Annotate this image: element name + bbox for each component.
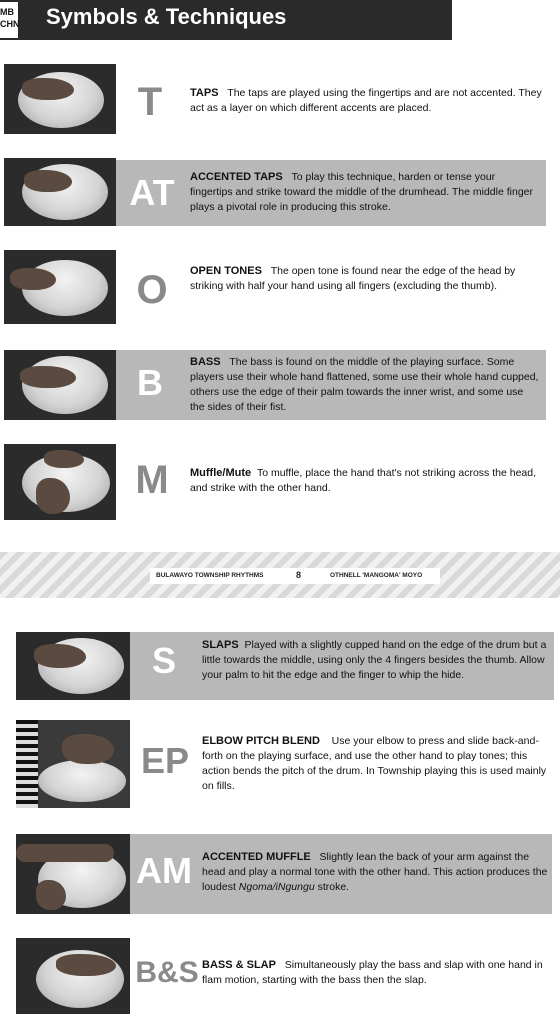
muffle-photo — [4, 444, 116, 520]
slaps-photo — [16, 632, 130, 700]
bass-slap-name: BASS & SLAP — [202, 959, 276, 971]
elbow-pitch-text: Use your elbow to press and slide back-and-forth on the playing surface, and use the other hand to play tones; this action bends the pitch of the drum. In Township playing this is used mainly on fills. — [202, 735, 547, 792]
page-header — [0, 0, 452, 40]
elbow-pitch-description — [202, 734, 550, 794]
page-title: Symbols & Techniques — [46, 4, 287, 29]
bass-name: BASS — [190, 356, 221, 368]
slaps-symbol: S — [151, 640, 176, 681]
footer-book-title: BULAWAYO TOWNSHIP RHYTHMS — [156, 572, 264, 579]
open-tones-photo — [4, 250, 116, 324]
accented-muffle-photo — [16, 834, 130, 914]
accented-muffle-symbol: AM — [136, 850, 192, 891]
page-number: 8 — [296, 570, 302, 580]
slaps-name: SLAPS — [202, 639, 239, 651]
elbow-pitch-name: ELBOW PITCH BLEND — [202, 735, 320, 747]
bass-slap-symbol: B&S — [135, 956, 199, 989]
accented-muffle-text: Slightly lean the back of your arm against the head and play a normal tone with the other hand. This action produces the loudest — [202, 851, 548, 893]
accented-taps-photo — [4, 158, 116, 226]
accented-muffle-emphasis: Ngoma/iNgungu — [238, 881, 315, 893]
logo-line-2: CHN — [0, 19, 20, 29]
muffle-description — [190, 466, 540, 496]
slaps-description — [202, 638, 550, 683]
accented-taps-text: To play this technique, harden or tense your fingertips and strike toward the middle of the drumhead. The middle finger plays a pivotal role in producing this stroke. — [190, 171, 533, 213]
bass-symbol: B — [137, 362, 163, 403]
muffle-text: To muffle, place the hand that's not striking across the head, and strike with the other hand. — [190, 467, 537, 494]
accented-muffle-description — [202, 850, 550, 895]
muffle-symbol: M — [135, 458, 169, 502]
muffle-name: Muffle/Mute — [190, 467, 252, 479]
accented-taps-description — [190, 170, 540, 215]
footer-bar — [150, 568, 440, 584]
open-tones-description — [190, 264, 540, 294]
logo-line-1: MB — [0, 7, 14, 17]
bass-description — [190, 355, 540, 415]
elbow-pitch-photo — [16, 720, 130, 808]
taps-photo — [4, 64, 116, 134]
footer-author: OTHNELL 'MANGOMA' MOYO — [330, 572, 423, 579]
taps-text: The taps are played using the fingertips and are not accented. They act as a layer on which different accents are placed. — [190, 87, 542, 114]
logo — [0, 2, 18, 38]
elbow-pitch-symbol: EP — [140, 740, 190, 781]
accented-taps-name: ACCENTED TAPS — [190, 171, 283, 183]
taps-symbol: T — [137, 80, 163, 124]
bass-slap-description — [202, 958, 550, 988]
taps-name: TAPS — [190, 87, 219, 99]
bass-slap-photo — [16, 938, 130, 1014]
accented-muffle-text-end: stroke. — [314, 881, 350, 893]
open-tones-symbol: O — [136, 268, 168, 312]
bass-slap-text: Simultaneously play the bass and slap with one hand in flam motion, starting with the bass then the slap. — [202, 959, 543, 986]
accented-taps-symbol: AT — [129, 172, 175, 213]
accented-muffle-name: ACCENTED MUFFLE — [202, 851, 311, 863]
open-tones-text: The open tone is found near the edge of the head by striking with half your hand using all fingers (excluding the thumb). — [190, 265, 516, 292]
open-tones-name: OPEN TONES — [190, 265, 262, 277]
taps-description — [190, 86, 546, 116]
bass-photo — [4, 350, 116, 420]
bass-text: The bass is found on the middle of the playing surface. Some players use their whole hand flattened, some use their whole hand cupped, others use the edge of their palm towards the inner wrist, and some use the sides of their fist. — [190, 356, 539, 413]
slaps-text: Played with a slightly cupped hand on the edge of the drum but a little towards the middle, using only the 4 fingers besides the thumb. Allow your palm to hit the edge and the finger to whip the hide. — [202, 639, 547, 681]
